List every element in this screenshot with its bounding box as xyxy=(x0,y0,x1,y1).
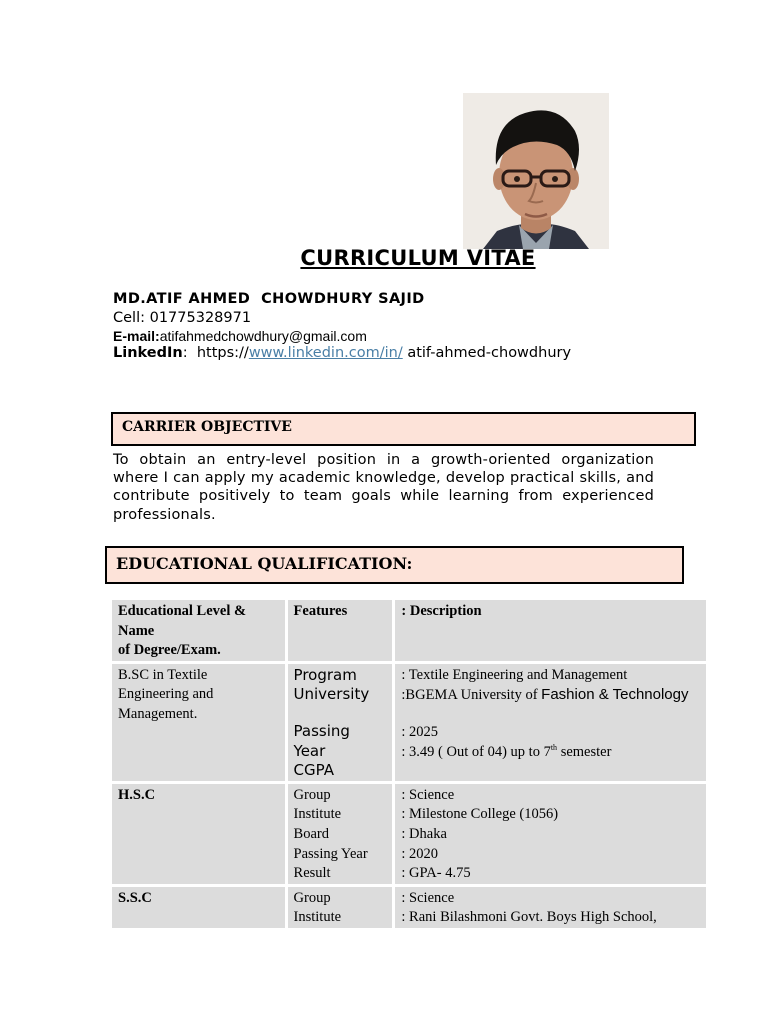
header-level-line1: Educational Level & Name xyxy=(118,603,247,639)
ssc-feature-group: Group xyxy=(293,889,331,906)
bsc-university-suffix: Fashion & Technology xyxy=(541,686,689,704)
hsc-feature-group: Group xyxy=(293,786,331,803)
linkedin-prefix: : https:// xyxy=(182,345,249,361)
hsc-feature-result: Result xyxy=(293,865,331,882)
hsc-level: H.S.C xyxy=(112,784,285,884)
bsc-cgpa xyxy=(401,744,611,760)
bsc-university-prefix: :BGEMA University of xyxy=(401,687,542,704)
table-header-row xyxy=(112,600,706,661)
bsc-feature-university: University xyxy=(293,685,370,704)
ssc-description xyxy=(395,887,706,928)
linkedin-label: LinkedIn xyxy=(113,345,183,361)
hsc-result: : GPA- 4.75 xyxy=(401,865,471,882)
email-line xyxy=(113,328,367,344)
bsc-feature-cgpa: CGPA xyxy=(293,761,334,780)
hsc-feature-passing-year: Passing Year xyxy=(293,845,368,862)
bsc-program: : Textile Engineering and Management xyxy=(401,666,628,683)
bsc-feature-program: Program xyxy=(293,665,357,684)
hsc-feature-institute: Institute xyxy=(293,806,342,823)
profile-photo xyxy=(463,93,609,249)
education-table xyxy=(109,597,709,931)
objective-text: To obtain an entry-level position in a growth-oriented organization where I can apply my academic knowledge, develop practical skills, and contribute positively to team goals while learning from experienced professionals. xyxy=(113,452,654,523)
bsc-cgpa-sup: th xyxy=(550,742,558,752)
bsc-university xyxy=(401,687,688,703)
bsc-features xyxy=(288,664,393,781)
ssc-institute: : Rani Bilashmoni Govt. Boys High School, xyxy=(401,909,657,926)
ssc-feature-institute: Institute xyxy=(293,909,342,926)
hsc-institute: : Milestone College (1056) xyxy=(401,806,559,823)
bsc-feature-passing: Passing xyxy=(293,721,350,740)
ssc-group: : Science xyxy=(401,889,455,906)
hsc-group: : Science xyxy=(401,786,455,803)
hsc-features xyxy=(288,784,393,884)
candidate-name: MD.ATIF AHMED CHOWDHURY SAJID xyxy=(113,291,425,307)
email-value[interactable]: atifahmedchowdhury@gmail.com xyxy=(159,328,367,344)
hsc-passing-year: : 2020 xyxy=(401,845,439,862)
bsc-cgpa-prefix: : 3.49 ( Out of 04) up to 7 xyxy=(401,743,551,760)
objective-heading: CARRIER OBJECTIVE xyxy=(111,412,696,446)
linkedin-handle: atif-ahmed-chowdhury xyxy=(402,345,572,361)
bsc-cgpa-suffix: semester xyxy=(557,743,612,760)
table-row-hsc xyxy=(112,784,706,884)
bsc-description xyxy=(395,664,706,781)
ssc-level: S.S.C xyxy=(112,887,285,928)
table-row-ssc xyxy=(112,887,706,928)
hsc-description xyxy=(395,784,706,884)
document-title: CURRICULUM VITAE xyxy=(300,246,536,270)
bsc-feature-year: Year xyxy=(293,741,326,760)
header-features: Features xyxy=(288,600,393,661)
header-level-line2: of Degree/Exam. xyxy=(118,642,221,659)
hsc-feature-board: Board xyxy=(293,825,329,842)
hsc-board: : Dhaka xyxy=(401,825,447,842)
header-level xyxy=(112,600,285,661)
education-heading: EDUCATIONAL QUALIFICATION: xyxy=(105,546,684,584)
ssc-features xyxy=(288,887,393,928)
phone-number: Cell: 01775328971 xyxy=(113,310,252,326)
header-description: : Description xyxy=(395,600,706,661)
bsc-level: B.SC in Textile Engineering and Management. xyxy=(112,664,285,781)
bsc-passing-year: : 2025 xyxy=(401,723,439,740)
linkedin-line xyxy=(113,345,571,361)
email-label: E-mail: xyxy=(113,328,160,344)
linkedin-link[interactable]: www.linkedin.com/in/ xyxy=(248,345,403,361)
table-row-bsc xyxy=(112,664,706,781)
